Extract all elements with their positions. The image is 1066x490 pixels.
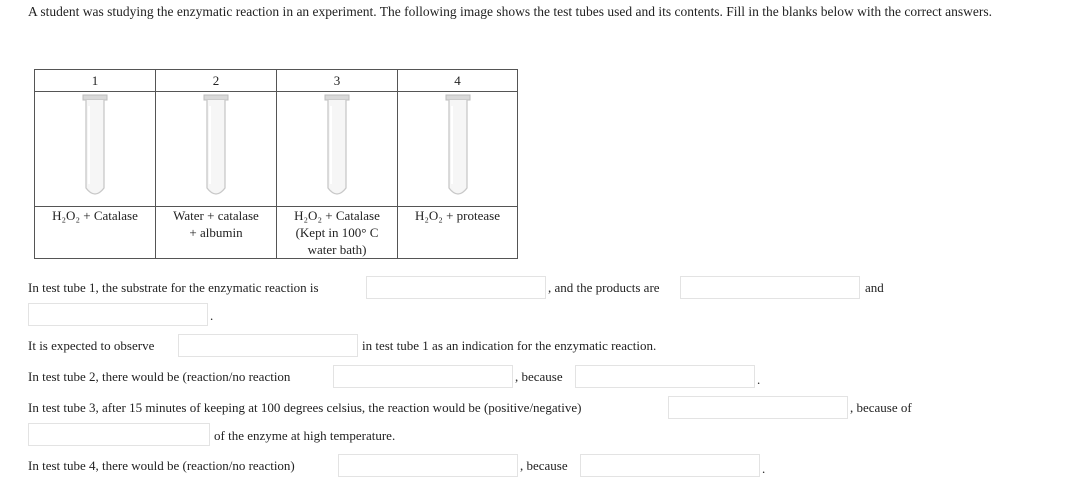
tube-cell-3 — [277, 92, 398, 207]
tube-number-1: 1 — [35, 70, 156, 92]
q2-text: It is expected to observe — [28, 338, 155, 353]
q4-tail-text: of the enzyme at high temperature. — [214, 428, 396, 443]
q5-period: . — [762, 461, 766, 476]
tube-number-4: 4 — [398, 70, 518, 92]
tube2-reason-blank[interactable] — [575, 365, 755, 388]
test-tube-icon — [438, 92, 478, 202]
test-tube-table — [34, 69, 518, 259]
tube-caption-2 — [156, 207, 277, 259]
q3-period: . — [757, 372, 761, 387]
tube2-reaction-blank[interactable] — [333, 365, 513, 388]
tube-caption-4 — [398, 207, 518, 259]
q5-text: In test tube 4, there would be (reaction/no reaction) — [28, 458, 295, 473]
q4-because-text: , because of — [850, 400, 912, 415]
tube-cell-4 — [398, 92, 518, 207]
substrate-blank[interactable] — [366, 276, 546, 299]
q3-text: In test tube 2, there would be (reaction/no reaction — [28, 369, 291, 384]
test-tube-icon — [317, 92, 357, 202]
caption-line: H₂O₂ + Catalase — [294, 208, 380, 223]
tube-number-2: 2 — [156, 70, 277, 92]
tube4-reason-blank[interactable] — [580, 454, 760, 477]
tube-number-3: 3 — [277, 70, 398, 92]
tube-caption-3 — [277, 207, 398, 259]
caption-line: H₂O₂ + protease — [415, 208, 500, 223]
tube-cell-1 — [35, 92, 156, 207]
q1-and-text: and — [865, 280, 884, 295]
tube3-reason-blank[interactable] — [28, 423, 210, 446]
product-blank-2[interactable] — [28, 303, 208, 326]
q1-products-text: , and the products are — [548, 280, 660, 295]
observation-blank[interactable] — [178, 334, 358, 357]
q3-because-text: , because — [515, 369, 563, 384]
caption-line: + albumin — [189, 225, 243, 240]
q1-period: . — [210, 308, 214, 323]
caption-line: Water + catalase — [173, 208, 259, 223]
question-instructions: A student was studying the enzymatic reaction in an experiment. The following image shows the test tubes used and its contents. Fill in the blanks below with the correct answers. — [28, 4, 993, 19]
test-tube-icon — [75, 92, 115, 202]
tube-caption-1 — [35, 207, 156, 259]
product-blank-1[interactable] — [680, 276, 860, 299]
caption-line: (Kept in 100° C — [295, 225, 379, 240]
tube-cell-2 — [156, 92, 277, 207]
caption-line: water bath) — [307, 242, 367, 257]
tube3-reaction-blank[interactable] — [668, 396, 848, 419]
caption-line: H₂O₂ + Catalase — [52, 208, 138, 223]
q4-text: In test tube 3, after 15 minutes of keeping at 100 degrees celsius, the reaction would be (positive/negative) — [28, 400, 582, 415]
q2-tail-text: in test tube 1 as an indication for the enzymatic reaction. — [362, 338, 657, 353]
test-tube-icon — [196, 92, 236, 202]
q1-text: In test tube 1, the substrate for the enzymatic reaction is — [28, 280, 319, 295]
q5-because-text: , because — [520, 458, 568, 473]
tube4-reaction-blank[interactable] — [338, 454, 518, 477]
